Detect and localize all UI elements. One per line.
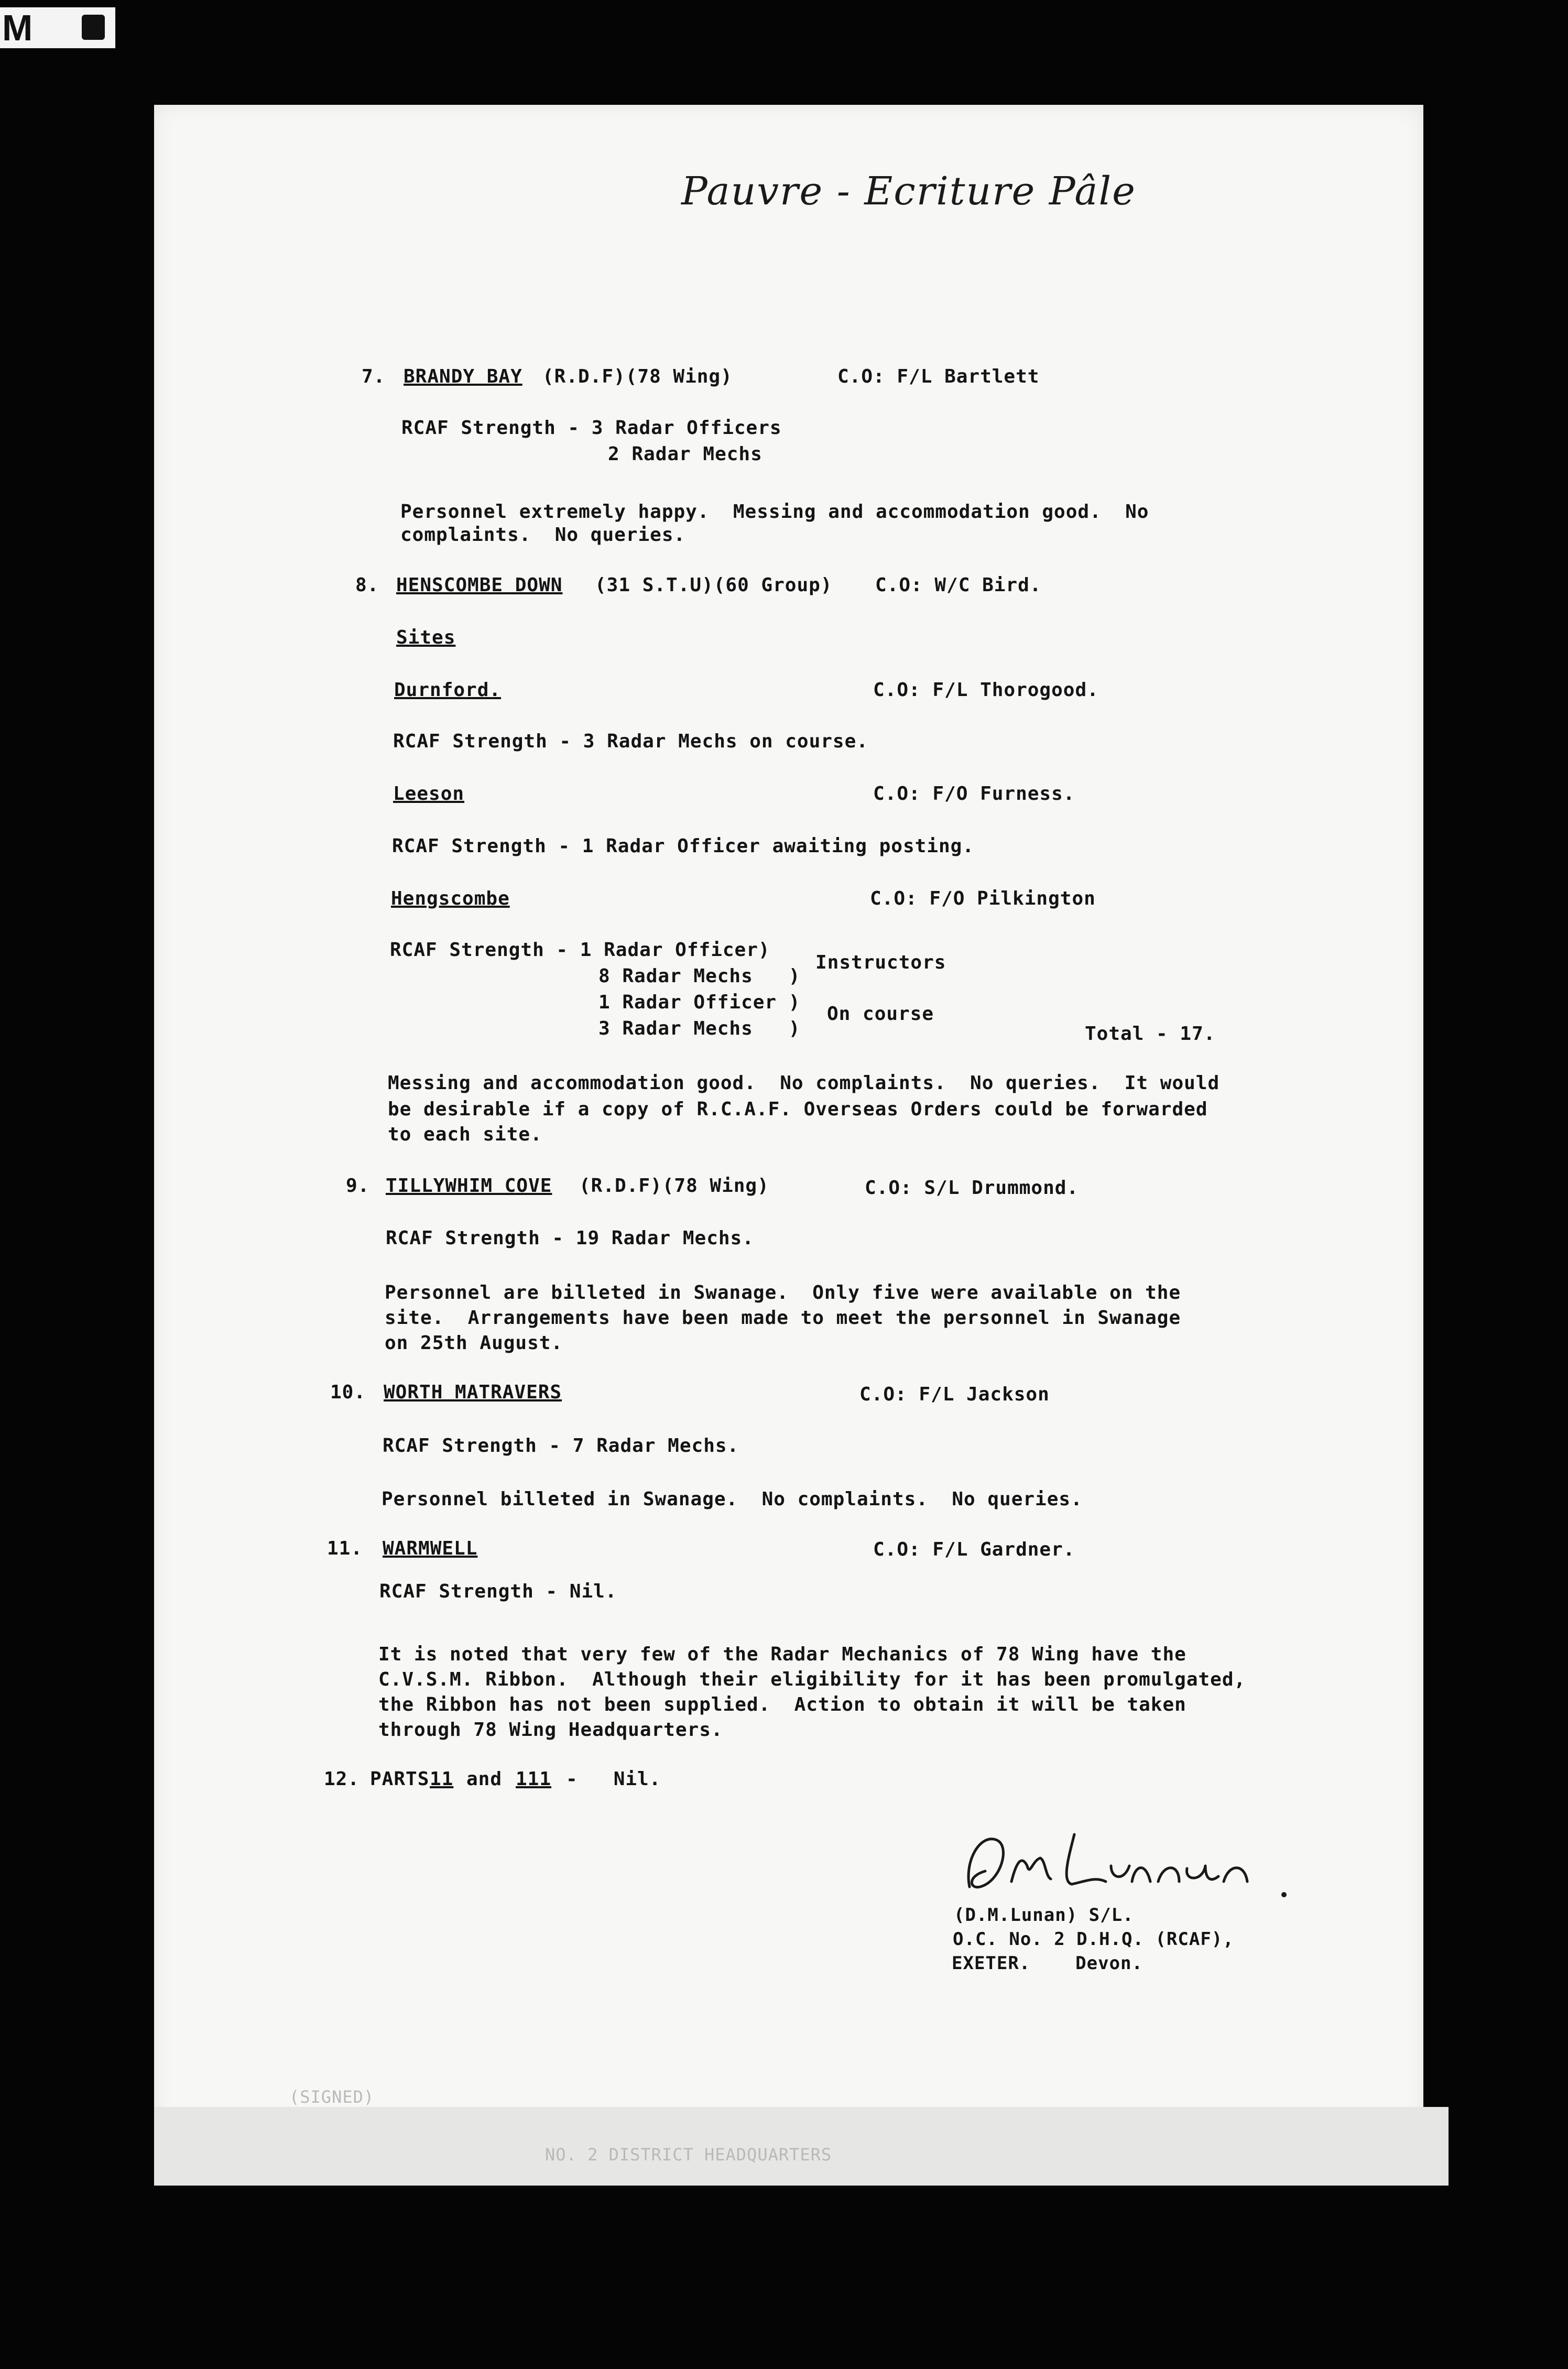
entry-8-co: C.O: W/C Bird.	[875, 574, 1042, 596]
square-icon	[82, 15, 105, 40]
entry-11-remark-4: through 78 Wing Headquarters.	[378, 1719, 723, 1741]
entry-8-name: HENSCOMBE DOWN	[396, 574, 563, 596]
entry-8-hens-line-4: 3 Radar Mechs )	[598, 1018, 801, 1039]
entry-9-unit: (R.D.F)(78 Wing)	[579, 1175, 769, 1197]
signature-image	[949, 1803, 1305, 1908]
bleed-through-heading: NO. 2 DISTRICT HEADQUARTERS	[545, 2145, 832, 2165]
entry-9-name: TILLYWHIM COVE	[386, 1175, 552, 1197]
entry-8-leeson-name: Leeson	[393, 783, 465, 805]
entry-11-remark-1: It is noted that very few of the Radar Mechanics of 78 Wing have the	[378, 1644, 1186, 1665]
entry-8-durnford-name: Durnford.	[394, 679, 502, 701]
entry-12-parts-a: 11	[430, 1768, 454, 1790]
entry-9-number: 9.	[346, 1175, 370, 1197]
entry-7-strength-1: RCAF Strength - 3 Radar Officers	[401, 417, 782, 439]
entry-8-total: Total - 17.	[1085, 1023, 1216, 1045]
entry-8-hens-line-3: 1 Radar Officer )	[598, 992, 801, 1013]
entry-10-co: C.O: F/L Jackson	[859, 1384, 1050, 1405]
corner-tag-letter: M	[2, 7, 33, 48]
entry-8-hens-on-course: On course	[827, 1003, 934, 1025]
entry-11-remark-2: C.V.S.M. Ribbon. Although their eligibility for it has been promulgated,	[378, 1669, 1246, 1690]
entry-8-remark-1: Messing and accommodation good. No complaints. No queries. It would	[388, 1072, 1220, 1094]
entry-9-remark-3: on 25th August.	[385, 1332, 563, 1354]
entry-10-number: 10.	[330, 1382, 366, 1403]
entry-7-strength-2: 2 Radar Mechs	[608, 443, 763, 465]
entry-7-unit: (R.D.F)(78 Wing)	[542, 366, 733, 387]
entry-8-hens-co: C.O: F/O Pilkington	[870, 888, 1096, 909]
entry-10-remark: Personnel billeted in Swanage. No complaints. No queries.	[382, 1488, 1083, 1510]
entry-8-hens-line-1: RCAF Strength - 1 Radar Officer)	[390, 939, 770, 961]
entry-11-name: WARMWELL	[383, 1538, 478, 1559]
entry-11-remark-3: the Ribbon has not been supplied. Action to obtain it will be taken	[378, 1694, 1186, 1715]
entry-12-parts-b: 111	[516, 1768, 552, 1790]
entry-9-co: C.O: S/L Drummond.	[865, 1177, 1079, 1199]
entry-12-number: 12.	[324, 1768, 360, 1790]
handwritten-header: Pauvre - Ecriture Pâle	[681, 169, 1136, 214]
bleed-through-signed: (SIGNED)	[289, 2087, 375, 2107]
entry-10-name: WORTH MATRAVERS	[384, 1382, 562, 1403]
entry-12-parts-and: and	[466, 1768, 503, 1790]
entry-8-leeson-strength: RCAF Strength - 1 Radar Officer awaiting posting.	[392, 835, 975, 857]
entry-9-remark-2: site. Arrangements have been made to meet the personnel in Swanage	[385, 1307, 1181, 1329]
entry-8-sites-label: Sites	[396, 627, 456, 648]
entry-8-hens-line-2: 8 Radar Mechs )	[598, 965, 801, 987]
entry-8-durnford-co: C.O: F/L Thorogood.	[873, 679, 1099, 701]
entry-8-unit: (31 S.T.U)(60 Group)	[595, 574, 833, 596]
entry-8-number: 8.	[355, 574, 379, 596]
entry-7-co: C.O: F/L Bartlett	[837, 366, 1040, 387]
entry-12-parts-label: PARTS	[370, 1768, 430, 1790]
entry-8-remark-3: to each site.	[388, 1124, 542, 1145]
corner-tag	[0, 7, 115, 48]
entry-7-name: BRANDY BAY	[404, 366, 522, 387]
signature-line-3: EXETER. Devon.	[952, 1953, 1143, 1974]
entry-8-durnford-strength: RCAF Strength - 3 Radar Mechs on course.	[393, 731, 868, 752]
entry-9-remark-1: Personnel are billeted in Swanage. Only five were available on the	[385, 1282, 1181, 1303]
entry-12-value: - Nil.	[566, 1768, 661, 1790]
signature-line-2: O.C. No. 2 D.H.Q. (RCAF),	[953, 1929, 1234, 1950]
entry-7-remark-2: complaints. No queries.	[400, 524, 686, 546]
entry-10-strength: RCAF Strength - 7 Radar Mechs.	[383, 1435, 739, 1457]
signature-line-1: (D.M.Lunan) S/L.	[954, 1905, 1134, 1926]
entry-9-strength: RCAF Strength - 19 Radar Mechs.	[386, 1227, 754, 1249]
entry-7-number: 7.	[362, 366, 386, 387]
entry-8-leeson-co: C.O: F/O Furness.	[873, 783, 1075, 805]
entry-8-remark-2: be desirable if a copy of R.C.A.F. Overseas Orders could be forwarded	[388, 1099, 1208, 1120]
entry-8-hens-instructors: Instructors	[815, 952, 946, 973]
entry-8-hens-name: Hengscombe	[391, 888, 510, 909]
entry-11-number: 11.	[327, 1538, 363, 1559]
entry-11-co: C.O: F/L Gardner.	[873, 1539, 1075, 1560]
entry-11-strength: RCAF Strength - Nil.	[379, 1581, 617, 1602]
entry-7-remark-1: Personnel extremely happy. Messing and accommodation good. No	[400, 501, 1149, 523]
